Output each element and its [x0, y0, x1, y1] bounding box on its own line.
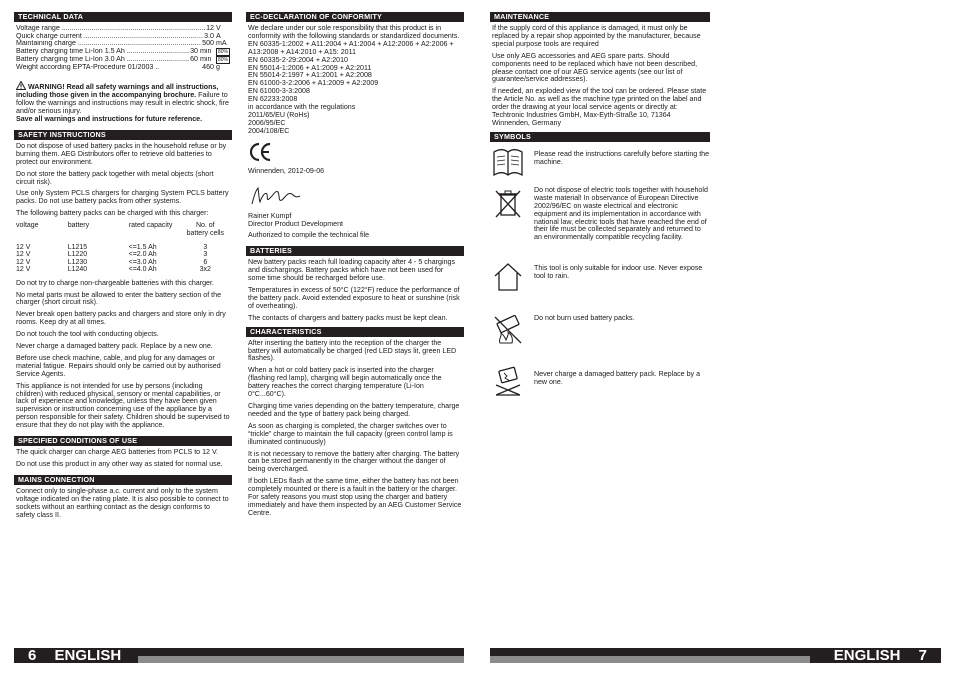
signature-icon: [250, 186, 302, 206]
symbol-row-bin: [492, 187, 710, 257]
left-footer-bar-top: [138, 648, 464, 656]
warning-save: Save all warnings and instructions for future reference.: [16, 115, 203, 123]
table-row: [16, 266, 226, 273]
mains-paragraph: Connect only to single-phase a.c. current and only to the system voltage indicated on the rating plate. It is also possible to connect to sockets without an earthing contact as the design conforms to safety class II.: [16, 486, 229, 519]
left-footer-label: [14, 648, 138, 663]
left-footer-bar: [138, 656, 464, 663]
spec-label: Maintaining charge .....: [16, 40, 201, 48]
safety-paragraph: Never break open battery packs and chargers and store only in dry rooms. Keep dry at all times.: [16, 310, 226, 327]
safety-paragraph: The following battery packs can be charged with this charger:: [16, 209, 209, 218]
spec-value: 60: [190, 55, 198, 63]
spec-unit: min: [199, 55, 212, 63]
characteristics-paragraph: After inserting the battery into the reception of the charger the battery will automatically be charged (red LED stays lit, green LED flashes).: [248, 338, 457, 363]
cell-voltage: 12 V: [16, 258, 31, 266]
ec-place-date: Winnenden, 2012-09-06: [248, 166, 325, 175]
col-voltage: voltage: [16, 222, 39, 230]
mains-heading: MAINS CONNECTION: [14, 475, 232, 485]
safety-paragraph: Do not touch the tool with conducting objects.: [16, 330, 159, 339]
standard-line: 2006/95/EC: [248, 118, 286, 127]
safety-paragraph: No metal parts must be allowed to enter the battery section of the charger (short circuit risk).: [16, 290, 222, 307]
ec-authorized: Authorized to compile the technical file: [248, 231, 370, 240]
table-row: [16, 259, 226, 266]
symbol-text-house: This tool is only suitable for indoor use. Never expose tool to rain.: [534, 263, 703, 280]
spec-value: 3.0: [204, 32, 214, 40]
safety-paragraph: Do not try to charge non-chargeable batteries with this charger.: [16, 278, 214, 287]
maintenance-paragraph: If needed, an exploded view of the tool can be ordered. Please state the Article No. as well as the machine type printed on the label and order the drawing at your local service agents or directly at: Techtronic Industries GmbH, Max-Eyth-Straße 10, 71364 Winnenden, Germany: [492, 87, 707, 127]
spec-label: Battery charging time Li-Ion 3.0 Ah .....: [16, 56, 189, 64]
cell-voltage: 12 V: [16, 251, 31, 259]
safety-paragraph: Do not store the battery pack together with metal objects (short circuit risk).: [16, 169, 214, 186]
batteries-heading: BATTERIES: [246, 246, 464, 256]
safety-paragraph: Before use check machine, cable, and plug for any damages or material fatigue. Repairs should only be carried out by authorised Service Agents.: [16, 353, 221, 378]
table-row: [16, 244, 226, 251]
technical-data-heading: TECHNICAL DATA: [14, 12, 232, 22]
indoor-house-icon: [492, 261, 524, 293]
cell-cells: 6: [203, 258, 208, 266]
symbol-row-damaged: [492, 365, 710, 401]
symbols-heading: SYMBOLS: [490, 132, 710, 142]
right-column: [490, 12, 710, 405]
spec-label: Voltage range .....: [16, 25, 205, 33]
maintenance-paragraphs: [490, 25, 710, 128]
col-battery: battery: [67, 222, 90, 230]
batteries-paragraph: The contacts of chargers and battery packs must be kept clean.: [248, 313, 448, 322]
spec-row: [16, 25, 230, 33]
ec-heading: EC-DECLARATION OF CONFORMITY: [246, 12, 464, 22]
safety-heading: SAFETY INSTRUCTIONS: [14, 130, 232, 140]
signer-name: Rainer Kumpf: [248, 211, 292, 220]
ce-mark-icon: [250, 142, 272, 162]
specified-paragraphs: [14, 449, 232, 469]
maintenance-heading: MAINTENANCE: [490, 12, 710, 22]
spec-value: 12: [206, 25, 214, 32]
safety-paragraph: Do not dispose of used battery packs in the household refuse or by burning them. AEG Distributors offer to retrieve old batteries to protect our environment.: [16, 141, 227, 166]
spec-row: [16, 64, 230, 72]
symbol-text-damaged: Never charge a damaged battery pack. Replace by a new one.: [534, 369, 701, 386]
cell-cells: 3: [203, 243, 208, 251]
battery-level-badge: 80%: [217, 48, 228, 55]
col-capacity: rated capacity: [128, 222, 173, 230]
specified-paragraph: Do not use this product in any other way as stated for normal use.: [16, 460, 223, 468]
left-column-1: [14, 12, 232, 524]
standard-line: 2004/108/EC: [248, 126, 290, 135]
standard-line: EN 55014-2:1997 + A1:2001 + A2:2008: [248, 71, 372, 80]
warning-bold: WARNING! Read all safety warnings and all instructions, including those given in the accompanying brochure.: [16, 83, 219, 100]
characteristics-paragraphs: [246, 340, 464, 518]
spec-value: 30: [190, 47, 198, 55]
spec-unit: V: [216, 25, 221, 32]
spec-row: [16, 56, 230, 64]
characteristics-paragraph: Charging time varies depending on the battery temperature, charge needed and the type of battery pack being charged.: [248, 402, 460, 418]
warning-text: Failure to follow the warnings and instructions may result in electric shock, fire and/or serious injury.: [16, 91, 229, 116]
left-column-2: [246, 12, 464, 522]
maintenance-paragraph: Use only AEG accessories and AEG spare parts. Should components need to be replaced which have not been described, please contact one of our AEG service agents (see our list of guarantee/service addresses).: [492, 51, 698, 84]
maintenance-paragraph: If the supply cord of this appliance is damaged, it must only be replaced by a repair shop appointed by the manufacturer, because special purpose tools are required: [492, 24, 701, 48]
mains-paragraphs: [14, 488, 232, 520]
standard-line: EN 60335-2-29:2004 + A2:2010: [248, 55, 348, 64]
cell-capacity: <=2.0 Ah: [128, 251, 157, 259]
cell-cells: 3: [203, 251, 208, 259]
batteries-paragraph: New battery packs reach full loading capacity after 4 - 5 chargings and dischargings. Battery packs which have not been used for some time should be recharged before use.: [248, 258, 456, 283]
spec-label: Quick charge current .....: [16, 33, 203, 41]
safety-paragraphs-b: [14, 280, 232, 431]
right-footer-bar: [490, 656, 810, 663]
cell-battery: L1215: [67, 243, 88, 251]
cell-cells: 3x2: [199, 266, 211, 274]
spec-label: Battery charging time Li-Ion 1.5 Ah .....: [16, 48, 189, 56]
batteries-paragraph: Temperatures in excess of 50°C (122°F) reduce the performance of the battery pack. Avoid extended exposure to heat or sunshine (risk of overheating).: [248, 286, 460, 310]
safety-paragraph: This appliance is not intended for use by persons (including children) with reduced physical, sensory or mental capabilities, or lack of experience and knowledge, unless they have been given supervision or instruction concerning use of the appliance by a person responsible for their safety. Children should be supervised to ensure that they do not play with the appliance.: [16, 381, 230, 430]
right-footer: [490, 648, 941, 663]
batteries-paragraphs: [246, 259, 464, 322]
standard-line: in accordance with the regulations: [248, 103, 356, 112]
right-footer-bar-top: [490, 648, 810, 656]
standard-line: EN 61000-3-3:2008: [248, 87, 310, 96]
cell-voltage: 12 V: [16, 266, 31, 274]
battery-table: [16, 222, 226, 273]
ec-signer: [248, 213, 462, 229]
characteristics-paragraph: If both LEDs flash at the same time, either the battery has not been completely mounted or there is a fault in the battery or the charger. For safety reasons you must stop using the charger and battery immediately and have them inspected by an AEG Customer Service Centre.: [248, 477, 462, 517]
symbol-text-burn: Do not burn used battery packs.: [534, 313, 635, 322]
cell-voltage: 12 V: [16, 243, 31, 251]
left-language: ENGLISH: [54, 647, 122, 664]
cell-battery: L1230: [67, 258, 88, 266]
crossed-bin-icon: [492, 187, 524, 219]
standard-line: EN 61000-3-2:2006 + A1:2009 + A2:2009: [248, 79, 379, 88]
book-icon: [492, 147, 524, 179]
ec-intro: We declare under our sole responsibility that this product is in conformity with the following standards or standardized documents.: [248, 24, 460, 40]
spec-label: Weight according EPTA-Procedure 01/2003 ..: [16, 63, 160, 71]
standard-line: EN 60335-1:2002 + A11:2004 + A1:2004 + A12:2006 + A2:2006 + A13:2008 + A14:2010 + A15: 2011: [248, 39, 454, 56]
symbol-row-burn: [492, 313, 710, 361]
characteristics-heading: CHARACTERISTICS: [246, 327, 464, 337]
safety-paragraphs-a: [14, 143, 232, 218]
symbol-row-house: [492, 261, 710, 309]
standard-line: EN 62233:2008: [248, 95, 298, 104]
spec-unit: g: [216, 63, 220, 71]
right-page-number: 7: [918, 647, 927, 664]
cell-capacity: <=1.5 Ah: [128, 243, 157, 251]
spec-value: 500: [202, 40, 214, 48]
symbol-row-book: [492, 147, 710, 183]
spec-row: [16, 48, 230, 56]
technical-specs: [14, 25, 232, 71]
spec-value: 460: [202, 63, 214, 71]
no-damaged-battery-icon: [492, 365, 524, 397]
characteristics-paragraph: As soon as charging is completed, the charger switches over to “trickle” charge to maintain the full capacity (green control lamp is illuminated continuously): [248, 421, 453, 446]
ec-standards: [248, 41, 462, 136]
left-page-number: 6: [28, 647, 37, 664]
standard-line: 2011/65/EU (RoHs): [248, 110, 310, 119]
no-burn-battery-icon: [492, 313, 524, 345]
cell-capacity: <=3.0 Ah: [128, 258, 157, 266]
characteristics-paragraph: When a hot or cold battery pack is inserted into the charger (flashing red lamp), charging will begin automatically once the battery reaches the correct charging temperature (Li-Ion 0°C...60°C).: [248, 366, 442, 399]
left-footer: [14, 648, 464, 663]
standard-line: EN 55014-1:2006 + A1:2009 + A2:2011: [248, 63, 372, 72]
cell-capacity: <=4.0 Ah: [128, 266, 157, 274]
spec-unit: A: [216, 32, 221, 40]
specified-paragraph: The quick charger can charge AEG batteries from PCLS to 12 V.: [16, 448, 219, 457]
signer-title: Director Product Development: [248, 219, 344, 228]
battery-level-badge: 80%: [217, 56, 228, 63]
safety-paragraph: Never charge a damaged battery pack. Replace by a new one.: [16, 342, 213, 351]
spec-unit: mA: [216, 40, 227, 48]
spec-row: [16, 33, 230, 41]
cell-battery: L1240: [67, 266, 88, 274]
specified-heading: SPECIFIED CONDITIONS OF USE: [14, 436, 232, 446]
warning-paragraph: [16, 81, 230, 124]
warning-triangle-icon: [16, 81, 26, 90]
table-row: [16, 251, 226, 258]
cell-battery: L1220: [67, 251, 88, 259]
characteristics-paragraph: It is not necessary to remove the battery after charging. The battery can be stored permanently in the charger without the danger of being overcharged.: [248, 449, 460, 474]
symbol-text-book: Please read the instructions carefully before starting the machine.: [534, 149, 710, 166]
spec-unit: min: [199, 47, 212, 55]
spec-row: [16, 40, 230, 48]
safety-paragraph: Use only System PCLS chargers for charging System PCLS battery packs. Do not use battery packs from other systems.: [16, 189, 229, 206]
right-footer-label: [810, 648, 941, 663]
col-cells: No. of battery cells: [186, 222, 224, 237]
right-language: ENGLISH: [833, 647, 901, 664]
symbol-text-bin: Do not dispose of electric tools together with household waste material! In observance of European Directive 2002/96/EC on waste electrical and electronic equipment and its implementation in accordance with national law, electric tools that have reached the end of their life must be collected separately and returned to an environmentally compatible recycling facility.: [534, 185, 708, 242]
